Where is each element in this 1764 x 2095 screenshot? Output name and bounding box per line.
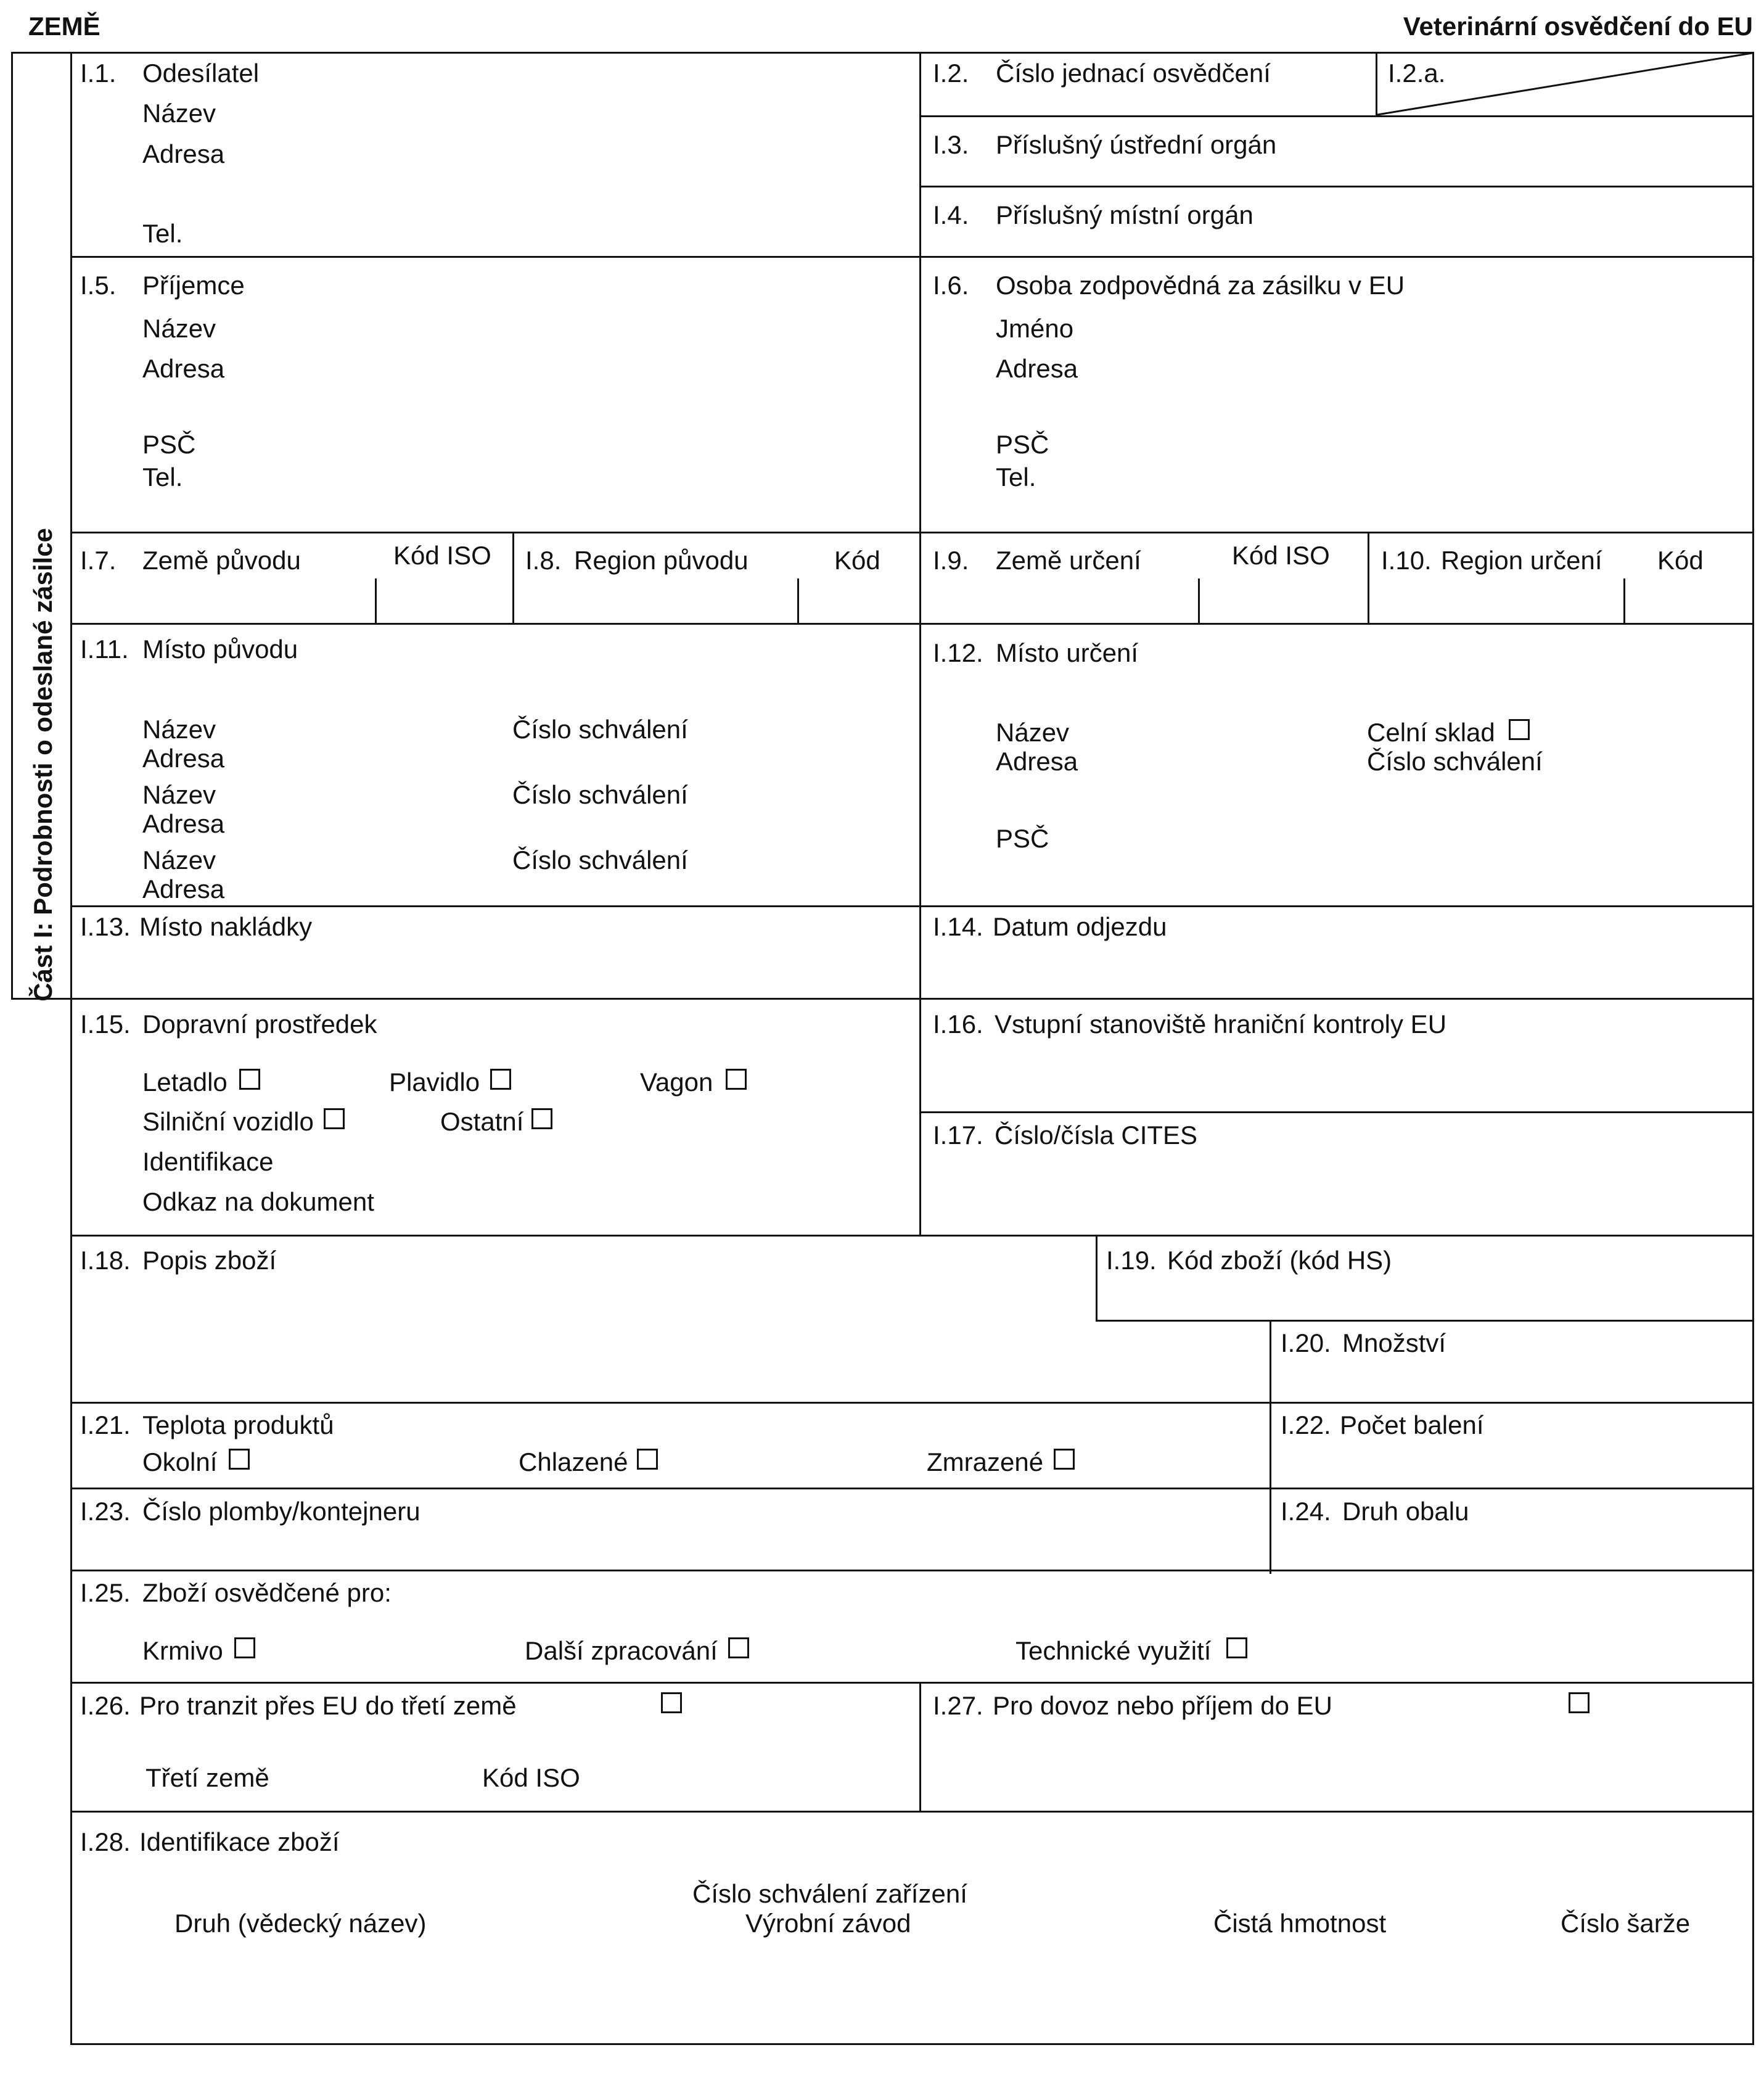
certified-technical-label: Technické využití — [1015, 1636, 1212, 1665]
import-checkbox[interactable] — [1569, 1692, 1590, 1713]
field-number: I.25. — [80, 1578, 131, 1607]
field-number: I.13. — [80, 912, 131, 941]
field-number: I.5. — [80, 271, 117, 300]
field-number: I.28. — [80, 1827, 131, 1856]
field-number: I.8. — [525, 546, 562, 575]
transport-identification[interactable]: Identifikace — [142, 1147, 274, 1176]
place-of-origin-label: Místo původu — [142, 635, 298, 664]
certified-processing-checkbox[interactable] — [728, 1637, 749, 1658]
temperature-chilled-checkbox[interactable] — [637, 1449, 658, 1470]
field-number: I.1. — [80, 59, 117, 88]
country-of-origin-field[interactable]: Země původu — [142, 546, 301, 575]
origin-region-code[interactable]: Kód — [834, 546, 880, 575]
third-country-field[interactable]: Třetí země — [146, 1763, 269, 1792]
destination-iso-code[interactable]: Kód ISO — [1232, 541, 1330, 570]
certificate-title: Veterinární osvědčení do EU — [1403, 12, 1753, 41]
temperature-ambient-label: Okolní — [142, 1447, 218, 1476]
origin-iso-code[interactable]: Kód ISO — [393, 541, 491, 570]
origin-address-3[interactable]: Adresa — [142, 875, 225, 903]
field-number: I.4. — [933, 200, 969, 229]
commodity-code-field[interactable]: Kód zboží (kód HS) — [1167, 1246, 1392, 1275]
field-number: I.21. — [80, 1410, 131, 1439]
import-label: Pro dovoz nebo příjem do EU — [993, 1691, 1332, 1720]
transit-checkbox[interactable] — [661, 1692, 682, 1713]
field-number: I.14. — [933, 912, 983, 941]
responsible-person-label: Osoba zodpovědná za zásilku v EU — [996, 271, 1405, 300]
temperature-chilled-label: Chlazené — [519, 1447, 628, 1476]
package-type-field[interactable]: Druh obalu — [1342, 1497, 1469, 1526]
transport-ship-checkbox[interactable] — [490, 1069, 511, 1090]
temperature-ambient-checkbox[interactable] — [229, 1449, 250, 1470]
transport-plane-checkbox[interactable] — [239, 1069, 260, 1090]
responsible-person-tel[interactable]: Tel. — [996, 463, 1036, 492]
commodity-identification-label: Identifikace zboží — [139, 1827, 340, 1856]
customs-warehouse-checkbox[interactable] — [1509, 719, 1530, 740]
destination-approval[interactable]: Číslo schválení — [1367, 747, 1543, 776]
certified-processing-label: Další zpracování — [525, 1636, 718, 1665]
net-weight-column-header: Čistá hmotnost — [1213, 1909, 1387, 1938]
field-number: I.3. — [933, 130, 969, 159]
field-number: I.7. — [80, 546, 117, 575]
place-of-loading-field[interactable]: Místo nakládky — [139, 912, 313, 941]
destination-postcode[interactable]: PSČ — [996, 824, 1049, 853]
consignee-address[interactable]: Adresa — [142, 354, 225, 383]
field-number: I.23. — [80, 1497, 131, 1526]
origin-name-3[interactable]: Název — [142, 846, 216, 875]
field-number: I.24. — [1281, 1497, 1331, 1526]
field-number: I.22. — [1281, 1410, 1331, 1439]
destination-region-code[interactable]: Kód — [1657, 546, 1704, 575]
consignee-postcode[interactable]: PSČ — [142, 430, 196, 459]
responsible-person-name[interactable]: Jméno — [996, 314, 1074, 343]
manufacturing-plant-column-header: Výrobní závod — [745, 1909, 911, 1938]
destination-name[interactable]: Název — [996, 718, 1070, 747]
field-number: I.20. — [1281, 1328, 1331, 1357]
field-number: I.6. — [933, 271, 969, 300]
consignor-tel[interactable]: Tel. — [142, 219, 183, 248]
transport-document-reference[interactable]: Odkaz na dokument — [142, 1187, 374, 1216]
temperature-label: Teplota produktů — [142, 1410, 334, 1439]
origin-approval-3[interactable]: Číslo schválení — [512, 846, 688, 875]
consignee-label: Příjemce — [142, 271, 245, 300]
species-column-header: Druh (vědecký název) — [174, 1909, 427, 1938]
departure-date-field[interactable]: Datum odjezdu — [993, 912, 1167, 941]
field-number: I.19. — [1106, 1246, 1157, 1275]
cites-number-field[interactable]: Číslo/čísla CITES — [995, 1121, 1198, 1150]
origin-approval-1[interactable]: Číslo schválení — [512, 715, 688, 744]
consignor-address[interactable]: Adresa — [142, 139, 225, 168]
local-authority-field[interactable]: Příslušný místní orgán — [996, 200, 1253, 229]
field-number: I.26. — [80, 1691, 131, 1720]
responsible-person-address[interactable]: Adresa — [996, 354, 1078, 383]
field-number: I.10. — [1381, 546, 1432, 575]
central-authority-field[interactable]: Příslušný ústřední orgán — [996, 130, 1277, 159]
field-number: I.16. — [933, 1010, 983, 1039]
field-number: I.18. — [80, 1246, 131, 1275]
certified-feed-label: Krmivo — [142, 1636, 223, 1665]
field-number: I.15. — [80, 1010, 131, 1039]
country-header: ZEMĚ — [28, 12, 101, 41]
approval-column-header: Číslo schválení zařízení — [692, 1879, 967, 1908]
transport-other-label: Ostatní — [440, 1107, 524, 1136]
temperature-frozen-label: Zmrazené — [927, 1447, 1044, 1476]
field-number: I.12. — [933, 638, 983, 667]
field-2a: I.2.a. — [1388, 59, 1446, 88]
certified-technical-checkbox[interactable] — [1226, 1637, 1247, 1658]
country-of-destination-field[interactable]: Země určení — [996, 546, 1141, 575]
number-of-packages-field[interactable]: Počet balení — [1340, 1410, 1484, 1439]
seal-container-number-field[interactable]: Číslo plomby/kontejneru — [142, 1497, 420, 1526]
field-number: I.17. — [933, 1121, 983, 1150]
transport-ship-label: Plavidlo — [389, 1068, 480, 1097]
field-number: I.9. — [933, 546, 969, 575]
customs-warehouse-label: Celní sklad — [1367, 718, 1495, 747]
field-number: I.2. — [933, 59, 969, 88]
field-number: I.27. — [933, 1691, 983, 1720]
transport-road-label: Silniční vozidlo — [142, 1107, 314, 1136]
certified-for-label: Zboží osvědčené pro: — [142, 1578, 392, 1607]
quantity-field[interactable]: Množství — [1342, 1328, 1446, 1357]
transport-label: Dopravní prostředek — [142, 1010, 377, 1039]
destination-address[interactable]: Adresa — [996, 747, 1078, 776]
origin-address-1[interactable]: Adresa — [142, 744, 225, 773]
consignee-name[interactable]: Název — [142, 314, 216, 343]
place-of-destination-label: Místo určení — [996, 638, 1139, 667]
part-one-label: Část I: Podrobnosti o odeslané zásilce — [28, 528, 57, 1002]
border-inspection-post-field[interactable]: Vstupní stanoviště hraniční kontroly EU — [995, 1010, 1447, 1039]
region-of-destination-field[interactable]: Region určení — [1441, 546, 1602, 575]
certified-feed-checkbox[interactable] — [234, 1637, 255, 1658]
origin-name-2[interactable]: Název — [142, 780, 216, 809]
region-of-origin-field[interactable]: Region původu — [574, 546, 749, 575]
transport-wagon-checkbox[interactable] — [726, 1069, 747, 1090]
third-country-iso-code[interactable]: Kód ISO — [482, 1763, 580, 1792]
transport-plane-label: Letadlo — [142, 1068, 228, 1097]
batch-number-column-header: Číslo šarže — [1561, 1909, 1691, 1938]
commodity-description-field[interactable]: Popis zboží — [142, 1246, 277, 1275]
transit-label: Pro tranzit přes EU do třetí země — [139, 1691, 517, 1720]
origin-name-1[interactable]: Název — [142, 715, 216, 744]
origin-address-2[interactable]: Adresa — [142, 809, 225, 838]
responsible-person-postcode[interactable]: PSČ — [996, 430, 1049, 459]
transport-other-checkbox[interactable] — [531, 1108, 552, 1129]
consignor-label: Odesílatel — [142, 59, 260, 88]
consignor-name[interactable]: Název — [142, 99, 216, 128]
consignee-tel[interactable]: Tel. — [142, 463, 183, 492]
certificate-reference-field[interactable]: Číslo jednací osvědčení — [996, 59, 1271, 88]
temperature-frozen-checkbox[interactable] — [1054, 1449, 1075, 1470]
transport-wagon-label: Vagon — [640, 1068, 713, 1097]
transport-road-checkbox[interactable] — [324, 1108, 345, 1129]
field-number: I.11. — [80, 635, 129, 664]
origin-approval-2[interactable]: Číslo schválení — [512, 780, 688, 809]
